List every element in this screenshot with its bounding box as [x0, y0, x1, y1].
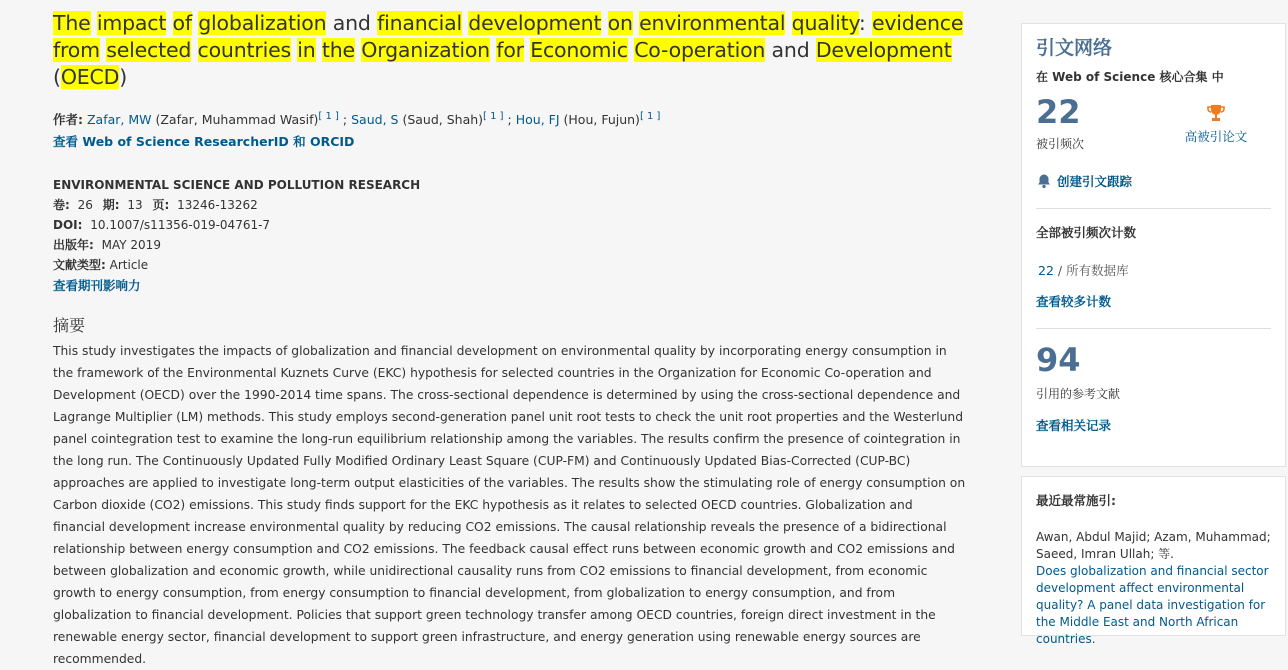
divider	[1036, 208, 1271, 209]
volume-label: 卷:	[53, 198, 70, 213]
times-cited-count[interactable]: 22	[1036, 93, 1081, 131]
pages-value: 13246-13262	[177, 198, 258, 213]
trophy-icon	[1206, 103, 1226, 123]
author-link-1[interactable]: Zafar, MW	[86, 112, 152, 128]
title-text: and	[326, 11, 378, 35]
title-text	[601, 11, 607, 35]
author-affil-1[interactable]: [ 1 ]	[318, 111, 339, 122]
authors-label: 作者:	[53, 112, 83, 128]
citation-network-subtitle: 在 Web of Science 核心合集 中	[1036, 70, 1224, 84]
title-highlighted-term: Economic	[530, 38, 628, 62]
title-highlighted-term: The	[53, 11, 91, 35]
author-fullname-1: (Zafar, Muhammad Wasif)	[151, 112, 319, 128]
title-text	[166, 11, 172, 35]
highly-cited-label: 高被引论文	[1184, 129, 1248, 144]
references-label: 引用的参考文献	[1036, 387, 1121, 401]
title-highlighted-term: development	[468, 11, 602, 35]
highly-cited-badge[interactable]	[1171, 103, 1261, 145]
volume-issue-pages	[53, 195, 968, 215]
all-db-label: / 所有数据库	[1053, 263, 1129, 278]
journal-name: ENVIRONMENTAL SCIENCE AND POLLUTION RESEARCH	[53, 178, 421, 193]
authors-line: 作者: Zafar, MW (Zafar, Muhammad Wasif)[ 1 ] ; Saud, S (Saud, Shah)[ 1 ] ; Hou, FJ (Hou, Fujun)[ 1 ]	[53, 111, 661, 128]
title-highlighted-term: countries	[197, 38, 291, 62]
title-text	[91, 11, 97, 35]
title-highlighted-term: Organization	[361, 38, 490, 62]
bell-icon	[1036, 173, 1052, 189]
all-db-count-row	[1036, 261, 1271, 279]
title-highlighted-term: the	[321, 38, 355, 62]
title-highlighted-term: for	[496, 38, 524, 62]
title-text	[191, 38, 197, 62]
abstract-heading: 摘要	[53, 316, 86, 336]
recent-citing-panel	[1021, 476, 1286, 646]
author-affil-3[interactable]: [ 1 ]	[639, 111, 661, 122]
title-text: :	[858, 11, 872, 35]
author-link-2[interactable]: Saud, S	[351, 112, 399, 128]
title-highlighted-term: evidence	[871, 11, 964, 35]
title-highlighted-term: from	[53, 38, 100, 62]
journal-impact-link[interactable]: 查看期刊影响力	[53, 278, 141, 294]
title-highlighted-term: OECD	[60, 65, 120, 89]
more-counts-link[interactable]: 查看较多计数	[1036, 294, 1112, 309]
year-value: MAY 2019	[101, 238, 161, 253]
citation-network-panel	[1021, 23, 1286, 467]
author-affil-2[interactable]: [ 1 ]	[483, 111, 504, 122]
all-counts-heading: 全部被引频次计数	[1036, 225, 1137, 240]
title-highlighted-term: quality	[791, 11, 859, 35]
references-count[interactable]: 94	[1036, 341, 1081, 379]
doi-value: 10.1007/s11356-019-04761-7	[90, 218, 271, 233]
recent-citing-title-link[interactable]: Does globalization and financial sector development affect environmental quality? A panel data investigation for the Middle East and North African countries.	[1036, 564, 1269, 646]
doctype-value: Article	[109, 258, 149, 273]
doi-label: DOI:	[53, 218, 83, 233]
doctype-label: 文献类型:	[53, 258, 106, 273]
title-text	[316, 38, 322, 62]
title-text: and	[765, 38, 816, 62]
all-db-count[interactable]: 22	[1038, 263, 1054, 278]
title-text: )	[119, 65, 128, 89]
title-highlighted-term: Development	[815, 38, 952, 62]
year-label: 出版年:	[53, 238, 94, 253]
title-text	[785, 11, 791, 35]
title-highlighted-term: of	[172, 11, 192, 35]
author-link-3[interactable]: Hou, FJ	[515, 112, 560, 128]
doi-row	[53, 215, 968, 235]
times-cited-label: 被引频次	[1036, 137, 1085, 151]
issue-value: 13	[127, 198, 143, 213]
related-records-link[interactable]: 查看相关记录	[1036, 418, 1112, 433]
issue-label: 期:	[102, 198, 120, 213]
title-highlighted-term: impact	[96, 11, 167, 35]
create-citation-alert[interactable]	[1036, 172, 1271, 190]
doctype-row	[53, 255, 968, 275]
title-highlighted-term: financial	[377, 11, 462, 35]
title-highlighted-term: Co-operation	[634, 38, 766, 62]
author-fullname-2: (Saud, Shah)	[398, 112, 484, 128]
divider	[1036, 328, 1271, 329]
abstract-text: This study investigates the impacts of globalization and financial development on environmental quality by incorporating energy consumption in the framework of the Environmental Kuznets Curve (EKC) hypothesis for selected countries in the Organization for Economic Co-operation and Development (OECD) over the 1990-2014 time spans. The cross-sectional dependence is determined by using the cross-sectional dependence and Lagrange Multiplier (LM) methods. This study employs second-generation panel unit root tests to check the unit root properties and the Westerlund panel cointegration test to examine the long-run equilibrium relationship among the variables. The results confirm the presence of cointegration in the long run. The Continuously Updated Fully Modified Ordinary Least Square (CUP-FM) and Continuously Updated Bias-Corrected (CUP-BC) approaches are applied to investigate long-term output elasticities of the variables. The results show the stimulating role of energy consumption on Carbon dioxide (CO2) emissions. This study finds support for the EKC hypothesis as it relates to selected OECD countries. Globalization and financial development increase environmental quality by reducing CO2 emissions. The causal relationship reveals the presence of a bidirectional relationship between energy consumption and CO2 emissions. The feedback causal effect runs between economic growth and CO2 emissions and between globalization and economic growth, while unidirectional causality runs from CO2 emissions to financial development, from economic growth to energy consumption, from energy consumption to financial development, from globalization to energy consumption, and from globalization to financial development. Policies that support green technology transfer among OECD countries, foreign direct investment in the renewable energy sector, financial development to support green infrastructure, and energy generation using renewable energy sources are recommended.	[53, 344, 966, 667]
volume-value: 26	[77, 198, 93, 213]
create-alert-label: 创建引文跟踪	[1057, 174, 1133, 189]
title-highlighted-term: in	[297, 38, 316, 62]
pages-label: 页:	[152, 198, 170, 213]
author-fullname-3: (Hou, Fujun)	[559, 112, 640, 128]
article-title	[53, 10, 968, 91]
main-content	[53, 10, 968, 670]
recent-citing-authors: Awan, Abdul Majid; Azam, Muhammad; Saeed, Imran Ullah; 等.	[1036, 530, 1271, 561]
researcher-id-link[interactable]: 查看 Web of Science ResearcherID 和 ORCID	[53, 134, 355, 150]
citation-network-title: 引文网络	[1036, 37, 1113, 59]
year-row	[53, 235, 968, 255]
title-highlighted-term: environmental	[639, 11, 786, 35]
title-highlighted-term: globalization	[198, 11, 327, 35]
title-highlighted-term: on	[607, 11, 633, 35]
title-highlighted-term: selected	[106, 38, 192, 62]
recent-citing-heading: 最近最常施引:	[1036, 493, 1116, 508]
title-text: (	[53, 65, 61, 89]
